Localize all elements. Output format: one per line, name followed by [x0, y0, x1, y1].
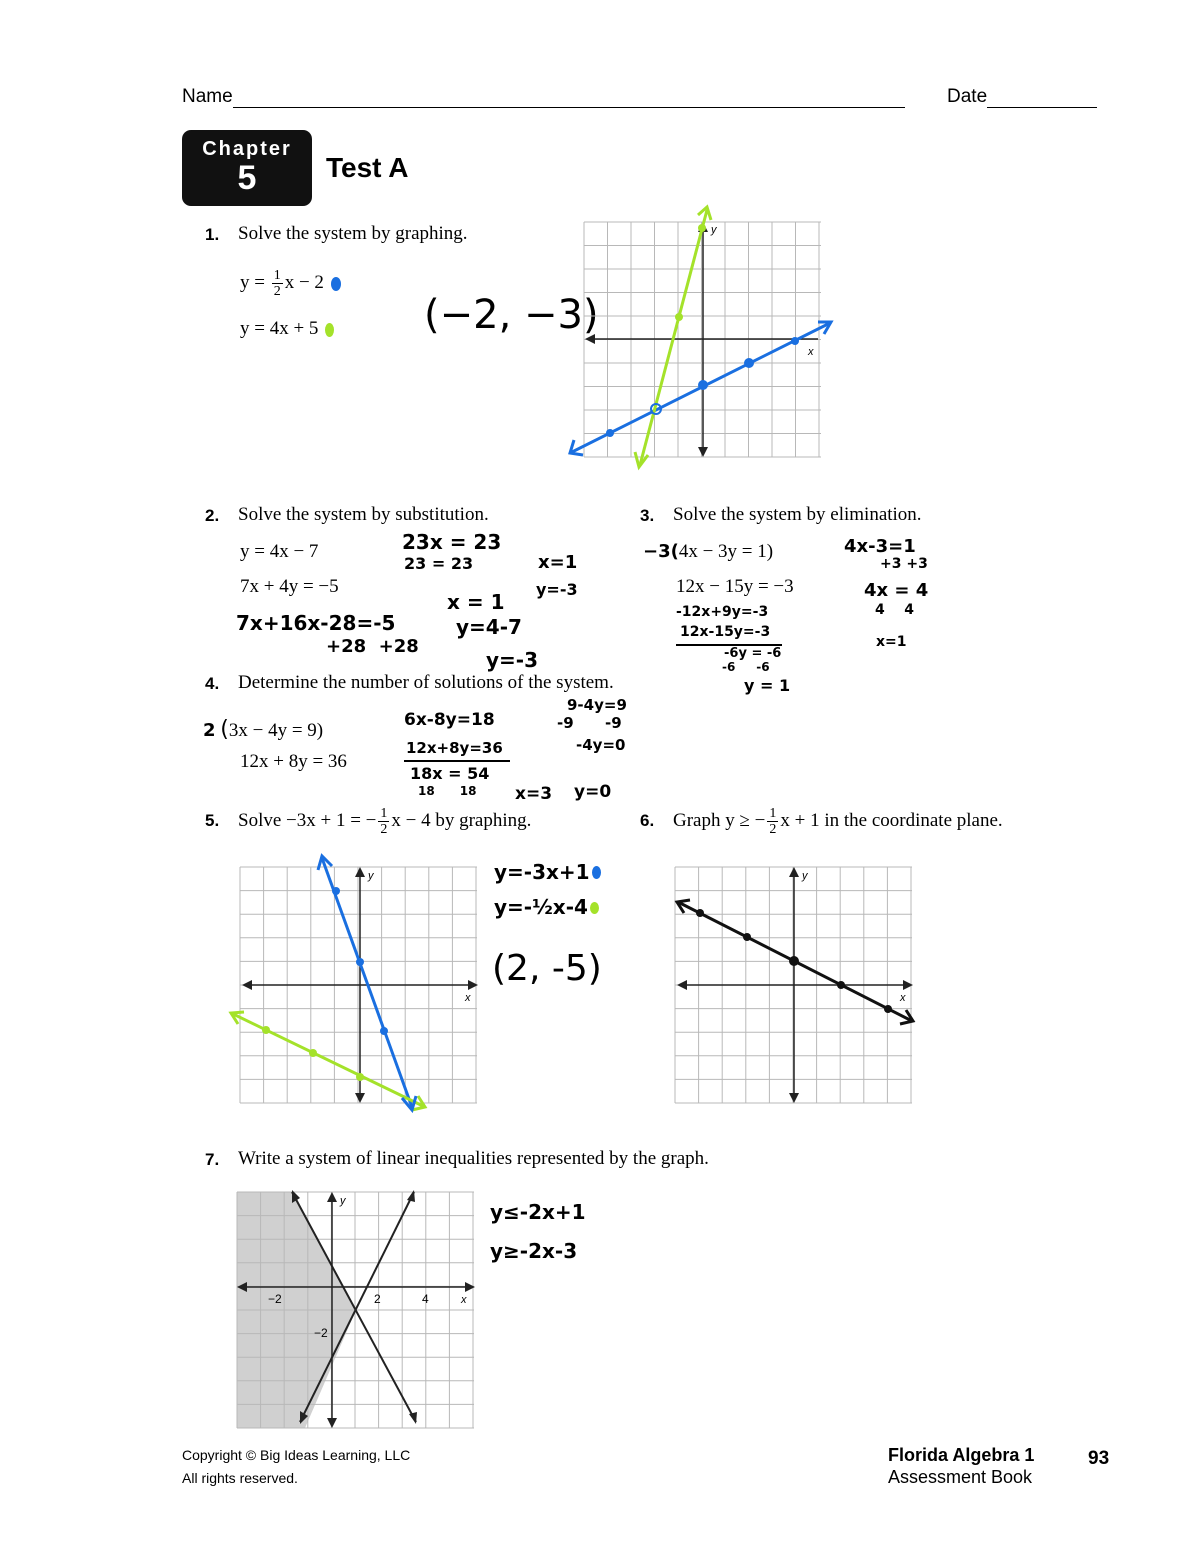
handwriting: 18x = 54	[410, 764, 490, 783]
problem-7-graph	[225, 1180, 485, 1440]
handwriting: x = 1	[447, 590, 505, 614]
copyright: Copyright © Big Ideas Learning, LLC	[182, 1447, 411, 1463]
problem-6-text: Graph y ≥ − $\frac{1}{2}$ x + 1 in the coordinate plane.	[673, 806, 1003, 837]
handwriting: -4y=0	[576, 736, 626, 754]
handwriting: 4x-3=1	[844, 536, 916, 557]
problem-2-text: Solve the system by substitution.	[238, 504, 489, 525]
problem-1-graph	[560, 200, 840, 470]
problem-6-graph	[660, 850, 925, 1120]
handwriting: +3 +3	[880, 556, 928, 572]
handwriting: 12x-15y=-3	[680, 624, 771, 640]
date-label: Date	[947, 86, 988, 107]
handwriting: 9-4y=9	[567, 696, 627, 714]
handwriting: 23 = 23	[404, 554, 474, 573]
y-axis-label: y	[711, 224, 717, 236]
blue-line	[322, 858, 413, 1110]
chapter-badge	[182, 130, 312, 206]
problem-7-work-2: y≥-2x-3	[490, 1239, 578, 1263]
handwriting: 7x+16x-28=-5	[236, 611, 396, 635]
problem-2-eq1: y = 4x − 7	[240, 541, 319, 562]
chapter-word: Chapter	[202, 138, 292, 160]
problem-1-answer: (−2, −3)	[424, 292, 599, 338]
handwriting: y = 1	[744, 676, 791, 695]
y-axis-label: y	[340, 1195, 346, 1207]
problem-5-work-1: y=-3x+1	[494, 860, 601, 884]
tick-label: −2	[314, 1326, 328, 1340]
handwriting: 18 18	[418, 784, 477, 798]
problem-4-number: 4.	[205, 674, 220, 693]
problem-5-number: 5.	[205, 811, 220, 830]
handwriting: +28 +28	[326, 636, 419, 657]
tick-label: −2	[268, 1292, 282, 1306]
tick-label: 2	[374, 1292, 381, 1306]
problem-5-text: Solve −3x + 1 = − $\frac{1}{2}$ x − 4 by graphing.	[238, 806, 532, 837]
rights: All rights reserved.	[182, 1470, 298, 1486]
problem-1-eq1: y = $\frac{1}{2}$ x − 2	[240, 268, 341, 299]
handwriting: -6y = -6	[724, 646, 782, 661]
green-line	[640, 210, 707, 465]
handwriting: y=-3	[486, 648, 539, 672]
problem-5-answer: (2, -5)	[492, 948, 602, 989]
problem-3-eq2: 12x − 15y = −3	[676, 576, 794, 597]
handwriting: x=1	[538, 552, 578, 573]
handwriting: 4x = 4	[864, 580, 929, 601]
problem-1-eq2: y = 4x + 5	[240, 318, 334, 340]
book-title: Florida Algebra 1	[888, 1445, 1035, 1465]
y-axis-label: y	[802, 870, 808, 882]
handwriting: -6 -6	[722, 660, 770, 674]
page-number: 93	[1088, 1448, 1110, 1469]
book-subtitle: Assessment Book	[888, 1467, 1033, 1487]
problem-7-text: Write a system of linear inequalities represented by the graph.	[238, 1148, 709, 1169]
handwriting: y=0	[574, 782, 612, 802]
problem-2-number: 2.	[205, 506, 220, 525]
problem-4-text: Determine the number of solutions of the system.	[238, 672, 614, 693]
problem-2-eq2: 7x + 4y = −5	[240, 576, 339, 597]
problem-5-graph	[225, 850, 485, 1120]
x-axis-label: x	[461, 1294, 467, 1306]
handwriting: x=1	[876, 634, 907, 650]
green-dot-icon	[325, 323, 334, 337]
problem-3-number: 3.	[640, 506, 655, 525]
problem-1-number: 1.	[205, 225, 220, 244]
green-dot-icon	[590, 902, 599, 914]
problem-3-text: Solve the system by elimination.	[673, 504, 922, 525]
handwriting: y=4-7	[456, 615, 522, 639]
problem-7-work-1: y≤-2x+1	[490, 1200, 586, 1224]
problem-4-eq2: 12x + 8y = 36	[240, 751, 347, 772]
handwriting: -12x+9y=-3	[676, 604, 769, 620]
handwriting: x=3	[515, 784, 553, 804]
problem-5-work-2: y=-½x-4	[494, 895, 599, 919]
problem-4-eq1: 2 (3x − 4y = 9)	[203, 717, 324, 742]
divider	[404, 760, 510, 762]
problem-7-number: 7.	[205, 1150, 220, 1169]
handwriting: 12x+8y=36	[406, 739, 503, 757]
chapter-number: 5	[237, 159, 257, 197]
y-axis-label: y	[368, 870, 374, 882]
date-field[interactable]	[947, 86, 1097, 108]
problem-1-text: Solve the system by graphing.	[238, 223, 468, 244]
problem-3-eq1: −3(4x − 3y = 1)	[643, 541, 774, 562]
x-axis-label: x	[900, 992, 906, 1004]
x-axis-label: x	[465, 992, 471, 1004]
blue-dot-icon	[331, 277, 341, 291]
handwriting: -9 -9	[557, 714, 622, 732]
handwriting: 4 4	[875, 602, 914, 618]
handwriting: 6x-8y=18	[404, 710, 495, 730]
tick-label: 4	[422, 1292, 429, 1306]
handwriting: y=-3	[536, 580, 578, 599]
name-label: Name	[182, 86, 233, 107]
name-field[interactable]	[182, 86, 905, 108]
x-axis-label: x	[808, 346, 814, 358]
blue-dot-icon	[592, 866, 601, 879]
page-title: Test A	[326, 152, 409, 183]
problem-6-number: 6.	[640, 811, 655, 830]
handwriting: 23x = 23	[402, 530, 502, 554]
